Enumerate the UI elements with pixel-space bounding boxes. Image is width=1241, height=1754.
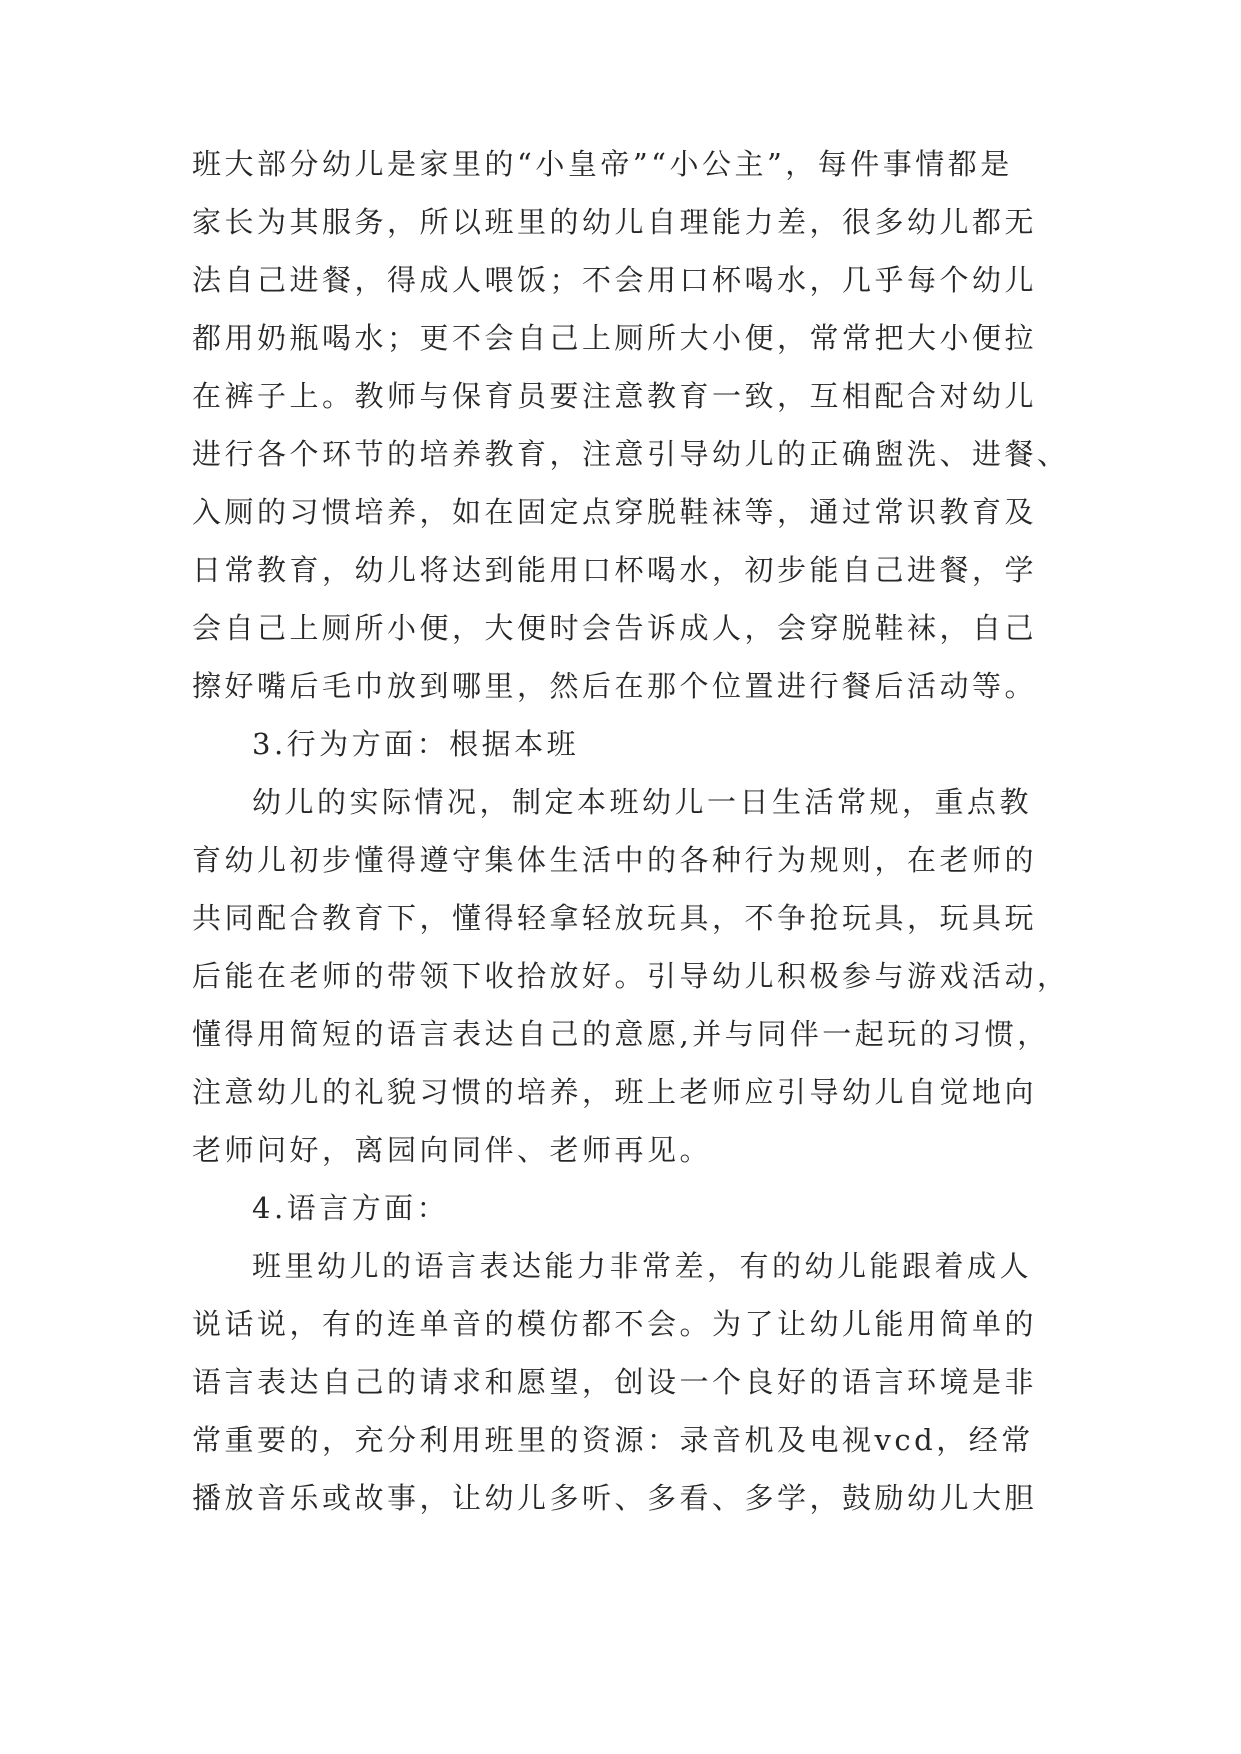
text-line: 在裤子上。教师与保育员要注意教育一致，互相配合对幼儿 [192,379,1038,413]
section-heading: 3.行为方面：根据本班 [252,727,580,761]
text-line: 语言表达自己的请求和愿望，创设一个良好的语言环境是非 [192,1365,1038,1399]
text-line: 老师问好，离园向同伴、老师再见。 [192,1133,713,1167]
text-line: 育幼儿初步懂得遵守集体生活中的各种行为规则，在老师的 [192,843,1038,877]
text-line: 幼儿的实际情况，制定本班幼儿一日生活常规，重点教 [252,785,1033,819]
text-line: 入厕的习惯培养，如在固定点穿脱鞋袜等，通过常识教育及 [192,495,1038,529]
text-line: 都用奶瓶喝水；更不会自己上厕所大小便，常常把大小便拉 [192,321,1038,355]
text-line: 说话说，有的连单音的模仿都不会。为了让幼儿能用简单的 [192,1307,1038,1341]
text-line: 常重要的，充分利用班里的资源：录音机及电视vcd，经常 [192,1423,1034,1457]
text-line: 日常教育，幼儿将达到能用口杯喝水，初步能自己进餐，学 [192,553,1038,587]
text-line: 班大部分幼儿是家里的“小皇帝”“小公主”，每件事情都是 [192,147,1013,181]
text-line: 擦好嘴后毛巾放到哪里，然后在那个位置进行餐后活动等。 [192,669,1038,703]
text-line: 会自己上厕所小便，大便时会告诉成人，会穿脱鞋袜，自己 [192,611,1038,645]
text-line: 法自己进餐，得成人喂饭；不会用口杯喝水，几乎每个幼儿 [192,263,1038,297]
text-line: 共同配合教育下，懂得轻拿轻放玩具，不争抢玩具，玩具玩 [192,901,1038,935]
text-line: 懂得用简短的语言表达自己的意愿,并与同伴一起玩的习惯， [192,1017,1050,1051]
text-line: 进行各个环节的培养教育，注意引导幼儿的正确盥洗、进餐、 [192,437,1070,471]
text-line: 班里幼儿的语言表达能力非常差，有的幼儿能跟着成人 [252,1249,1033,1283]
section-heading: 4.语言方面： [252,1191,450,1225]
text-line: 后能在老师的带领下收拾放好。引导幼儿积极参与游戏活动， [192,959,1070,993]
text-line: 注意幼儿的礼貌习惯的培养，班上老师应引导幼儿自觉地向 [192,1075,1038,1109]
text-line: 播放音乐或故事，让幼儿多听、多看、多学，鼓励幼儿大胆 [192,1481,1038,1515]
text-line: 家长为其服务，所以班里的幼儿自理能力差，很多幼儿都无 [192,205,1038,239]
